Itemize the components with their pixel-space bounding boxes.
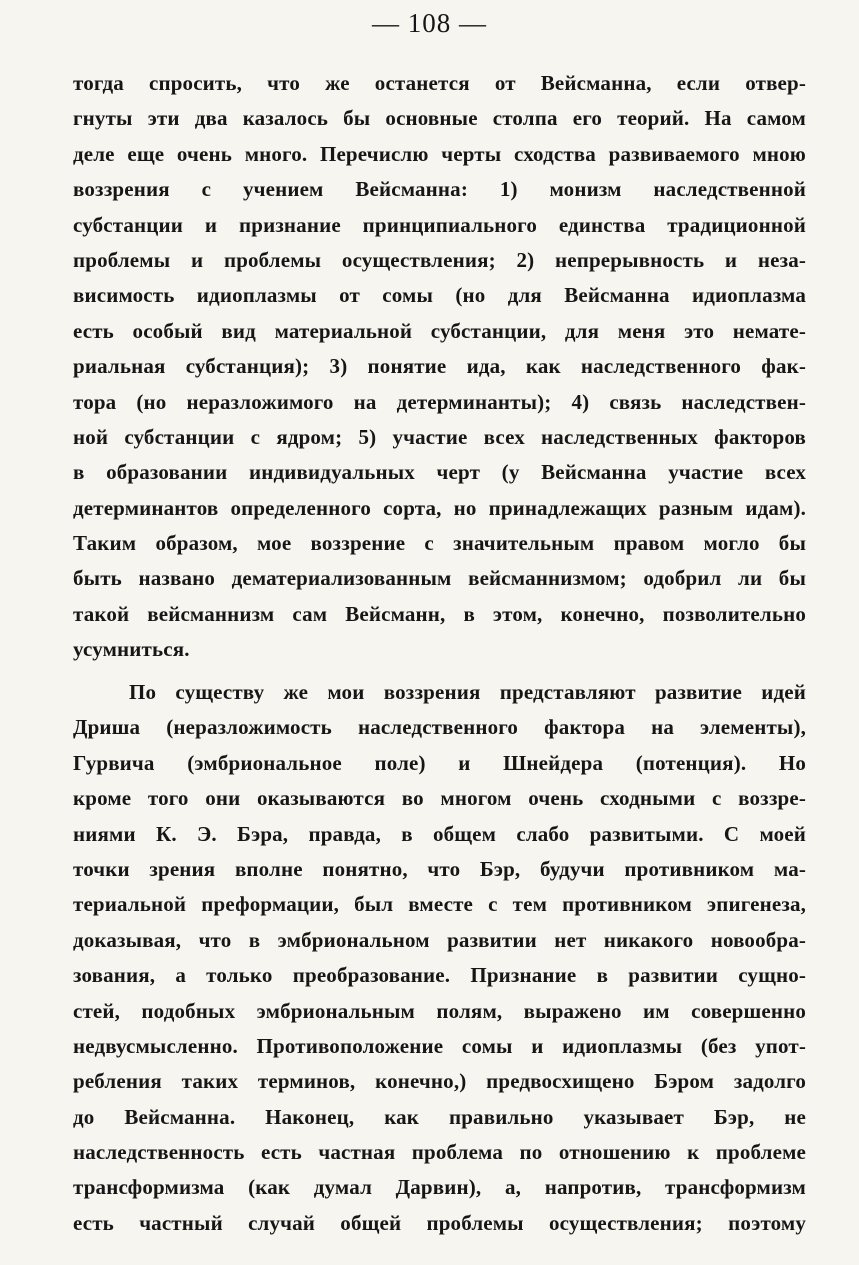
text-line: кроме того они оказываются во многом очень сходными с воззре- — [73, 786, 806, 811]
text-line: недвусмысленно. Противоположение сомы и идиоплазмы (без упот- — [73, 1033, 806, 1058]
text-line: ребления таких терминов, конечно,) предвосхищено Бэром задолго — [73, 1069, 806, 1094]
text-line: тора (но неразложимого на детерминанты); 4) связь наследствен- — [73, 389, 806, 414]
text-line: проблемы и проблемы осуществления; 2) непрерывность и неза- — [73, 247, 806, 272]
paragraph-2 — [73, 675, 806, 1255]
text-line: детерминантов определенного сорта, но принадлежащих разным идам). — [73, 495, 806, 520]
text-line: ниями К. Э. Бэра, правда, в общем слабо развитыми. С моей — [73, 821, 806, 846]
text-line: есть особый вид материальной субстанции, для меня это немате- — [73, 318, 806, 343]
text-line: доказывая, что в эмбриональном развитии нет никакого новообра- — [73, 927, 806, 952]
text-line: зования, а только преобразование. Признание в развитии сущно- — [73, 963, 806, 988]
text-line: до Вейсманна. Наконец, как правильно указывает Бэр, не — [73, 1104, 806, 1129]
text-line: териальной преформации, был вместе с тем противником эпигенеза, — [73, 892, 806, 917]
text-line: Дриша (неразложимость наследственного фактора на элементы), — [73, 715, 806, 740]
text-line: трансформизма (как думал Дарвин), а, напротив, трансформизм — [73, 1175, 806, 1200]
text-line: деле еще очень много. Перечислю черты сходства развиваемого мною — [73, 141, 806, 166]
text-line: висимость идиоплазмы от сомы (но для Вейсманна идиоплазма — [73, 283, 806, 308]
page-number: — 108 — — [372, 8, 487, 38]
text-line: в образовании индивидуальных черт (у Вейсманна участие всех — [73, 460, 806, 485]
text-line: риальная субстанция); 3) понятие ида, как наследственного фак- — [73, 354, 806, 379]
text-line: усумниться. — [73, 637, 190, 662]
text-line: точки зрения вполне понятно, что Бэр, будучи противником ма- — [73, 856, 806, 881]
text-line: гнуты эти два казалось бы основные столпа его теорий. На самом — [73, 106, 806, 131]
text-line: стей, подобных эмбриональным полям, выражено им совершенно — [73, 998, 806, 1023]
text-line: такой вейсманнизм сам Вейсманн, в этом, конечно, позволительно — [73, 601, 806, 626]
text-line: По существу же мои воззрения представляют развитие идей — [129, 680, 806, 704]
text-line: наследственность есть частная проблема по отношению к проблеме — [73, 1140, 806, 1165]
text-line: воззрения с учением Вейсманна: 1) монизм наследственной — [73, 177, 806, 202]
paragraph-1 — [73, 66, 806, 670]
text-line: ной субстанции с ядром; 5) участие всех наследственных факторов — [73, 424, 806, 449]
text-line: Таким образом, мое воззрение с значительным правом могло бы — [73, 531, 806, 556]
text-line: субстанции и признание принципиального единства традиционной — [73, 212, 806, 237]
text-line: есть частный случай общей проблемы осуществления; поэтому — [73, 1210, 806, 1235]
text-line: тогда спросить, что же останется от Вейсманна, если отвер- — [73, 71, 806, 95]
text-line: быть названо дематериализованным вейсманнизмом; одобрил ли бы — [73, 566, 806, 591]
text-line: Гурвича (эмбриональное поле) и Шнейдера (потенция). Но — [73, 750, 806, 775]
